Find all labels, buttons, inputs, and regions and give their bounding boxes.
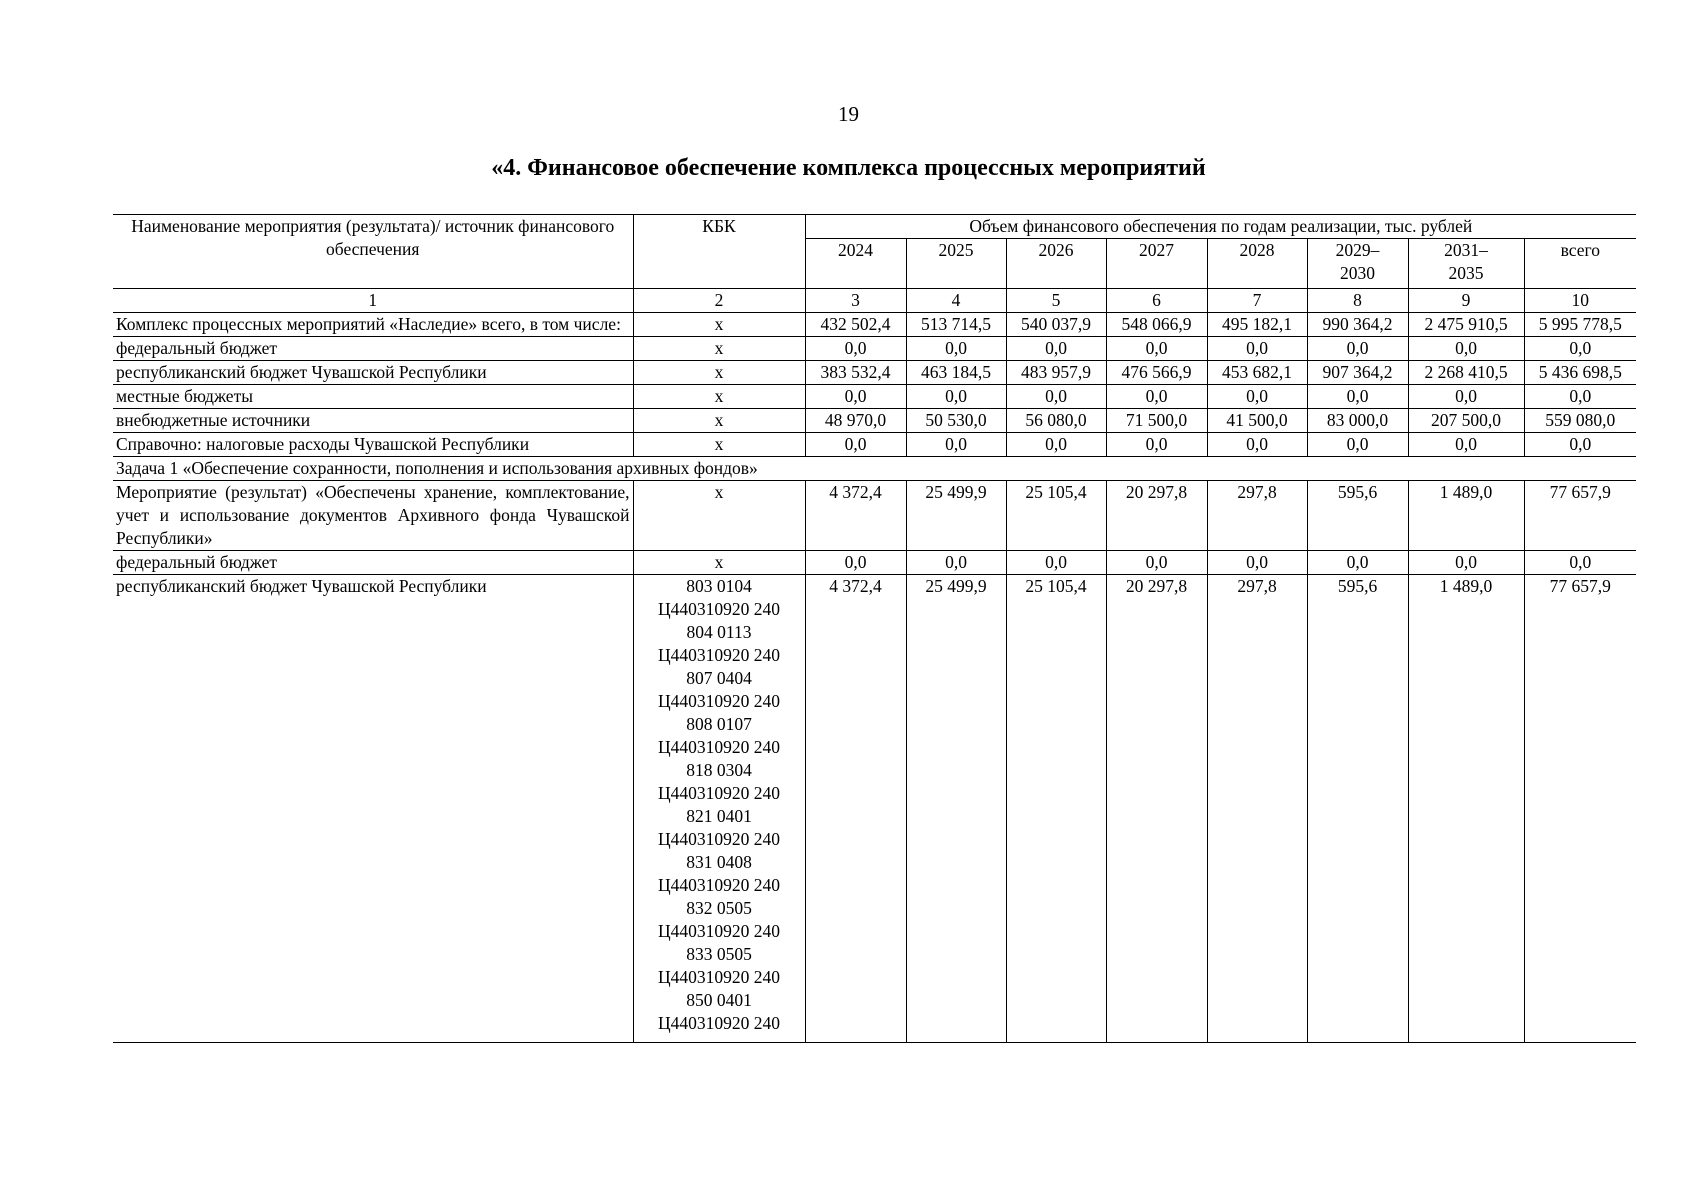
- row-value: 77 657,9: [1524, 481, 1636, 551]
- table-row: [113, 385, 1636, 409]
- row-value: 0,0: [805, 385, 906, 409]
- row-value: 463 184,5: [906, 361, 1006, 385]
- row-kbk: x: [633, 481, 805, 551]
- header-year: 2028: [1207, 239, 1307, 289]
- column-numbers-row: [113, 289, 1636, 313]
- row-value: 0,0: [1006, 551, 1106, 575]
- row-value: 0,0: [1006, 433, 1106, 457]
- row-value: 0,0: [1307, 433, 1408, 457]
- row-value: 297,8: [1207, 481, 1307, 551]
- row-value: 0,0: [906, 385, 1006, 409]
- kbk-code: Ц440310920 240: [657, 599, 780, 619]
- row-value: 513 714,5: [906, 313, 1006, 337]
- row-value: 20 297,8: [1106, 575, 1207, 1043]
- row-name: Справочно: налоговые расходы Чувашской Республики: [113, 433, 633, 457]
- activity-rows: [113, 481, 1636, 575]
- row-value: 559 080,0: [1524, 409, 1636, 433]
- task-row: [113, 457, 1636, 481]
- column-number: 10: [1524, 289, 1636, 313]
- row-value: 0,0: [1307, 337, 1408, 361]
- column-number: 4: [906, 289, 1006, 313]
- row-value: 453 682,1: [1207, 361, 1307, 385]
- row-value: 0,0: [906, 433, 1006, 457]
- kbk-code: Ц440310920 240: [657, 1013, 780, 1033]
- header-name-col: Наименование мероприятия (результата)/ источник финансового обеспечения: [113, 215, 633, 289]
- header-row: [113, 215, 1636, 239]
- table-row: [113, 409, 1636, 433]
- kbk-list: [633, 575, 805, 1043]
- row-value: 383 532,4: [805, 361, 906, 385]
- table-row: [113, 481, 1636, 551]
- row-value: 0,0: [1106, 385, 1207, 409]
- row-value: 50 530,0: [906, 409, 1006, 433]
- row-name: местные бюджеты: [113, 385, 633, 409]
- row-value: 432 502,4: [805, 313, 906, 337]
- row-value: 297,8: [1207, 575, 1307, 1043]
- row-value: 595,6: [1307, 575, 1408, 1043]
- kbk-code: Ц440310920 240: [657, 921, 780, 941]
- row-value: 48 970,0: [805, 409, 906, 433]
- row-kbk: x: [633, 313, 805, 337]
- row-value: 25 499,9: [906, 481, 1006, 551]
- kbk-code: 833 0505: [686, 944, 752, 964]
- row-value: 0,0: [1408, 385, 1524, 409]
- kbk-code: 803 0104: [686, 576, 752, 596]
- row-value: 0,0: [1307, 551, 1408, 575]
- row-value: 2 268 410,5: [1408, 361, 1524, 385]
- row-value: 25 105,4: [1006, 575, 1106, 1043]
- kbk-code: Ц440310920 240: [657, 829, 780, 849]
- kbk-code: 818 0304: [686, 760, 752, 780]
- header-year: 2027: [1106, 239, 1207, 289]
- header-year: 2026: [1006, 239, 1106, 289]
- row-kbk: x: [633, 337, 805, 361]
- row-value: 0,0: [1106, 337, 1207, 361]
- row-value: 2 475 910,5: [1408, 313, 1524, 337]
- row-value: 0,0: [1207, 385, 1307, 409]
- row-kbk: x: [633, 409, 805, 433]
- row-value: 0,0: [1307, 385, 1408, 409]
- header-year: 2025: [906, 239, 1006, 289]
- kbk-code: 831 0408: [686, 852, 752, 872]
- row-kbk: x: [633, 361, 805, 385]
- row-kbk: x: [633, 385, 805, 409]
- kbk-code: Ц440310920 240: [657, 645, 780, 665]
- row-value: 0,0: [1006, 337, 1106, 361]
- row-value: 1 489,0: [1408, 481, 1524, 551]
- row-value: 5 436 698,5: [1524, 361, 1636, 385]
- row-name: федеральный бюджет: [113, 337, 633, 361]
- row-name: республиканский бюджет Чувашской Республики: [113, 575, 633, 1043]
- row-value: 595,6: [1307, 481, 1408, 551]
- row-value: 476 566,9: [1106, 361, 1207, 385]
- row-value: 0,0: [906, 337, 1006, 361]
- row-value: 1 489,0: [1408, 575, 1524, 1043]
- table-row: [113, 433, 1636, 457]
- table-row: [113, 361, 1636, 385]
- row-value: 0,0: [1408, 551, 1524, 575]
- header-kbk-col: КБК: [633, 215, 805, 289]
- kbk-code: 808 0107: [686, 714, 752, 734]
- row-value: 4 372,4: [805, 481, 906, 551]
- kbk-code: Ц440310920 240: [657, 783, 780, 803]
- table-row: [113, 313, 1636, 337]
- row-value: 495 182,1: [1207, 313, 1307, 337]
- header-year: 2024: [805, 239, 906, 289]
- column-number: 6: [1106, 289, 1207, 313]
- financing-table: [113, 214, 1636, 1043]
- row-value: 0,0: [1006, 385, 1106, 409]
- row-value: 0,0: [1207, 551, 1307, 575]
- row-name: Комплекс процессных мероприятий «Наследие» всего, в том числе:: [113, 313, 633, 337]
- column-number: 7: [1207, 289, 1307, 313]
- kbk-code: Ц440310920 240: [657, 691, 780, 711]
- kbk-code: 804 0113: [686, 622, 752, 642]
- header-year: 2029– 2030: [1307, 239, 1408, 289]
- row-value: 548 066,9: [1106, 313, 1207, 337]
- row-value: 20 297,8: [1106, 481, 1207, 551]
- column-number: 3: [805, 289, 906, 313]
- task-title: Задача 1 «Обеспечение сохранности, пополнения и использования архивных фондов»: [113, 457, 1636, 481]
- kbk-code: Ц440310920 240: [657, 967, 780, 987]
- kbk-code: 850 0401: [686, 990, 752, 1010]
- row-value: 0,0: [1524, 337, 1636, 361]
- row-value: 0,0: [1106, 551, 1207, 575]
- row-kbk: x: [633, 551, 805, 575]
- table-row: [113, 575, 1636, 1043]
- column-number: 5: [1006, 289, 1106, 313]
- column-number: 1: [113, 289, 633, 313]
- row-value: 71 500,0: [1106, 409, 1207, 433]
- row-value: 0,0: [1524, 385, 1636, 409]
- row-value: 0,0: [1408, 337, 1524, 361]
- page-number: 19: [838, 102, 859, 126]
- row-value: 0,0: [805, 433, 906, 457]
- row-value: 483 957,9: [1006, 361, 1106, 385]
- column-number: 8: [1307, 289, 1408, 313]
- kbk-code: Ц440310920 240: [657, 875, 780, 895]
- table-row: [113, 337, 1636, 361]
- row-name: Мероприятие (результат) «Обеспечены хранение, комплектование, учет и использование документов Архивного фонда Чувашской Республики»: [113, 481, 633, 551]
- kbk-code: Ц440310920 240: [657, 737, 780, 757]
- column-number: 9: [1408, 289, 1524, 313]
- row-value: 41 500,0: [1207, 409, 1307, 433]
- row-name: федеральный бюджет: [113, 551, 633, 575]
- row-value: 83 000,0: [1307, 409, 1408, 433]
- row-value: 0,0: [805, 551, 906, 575]
- row-value: 207 500,0: [1408, 409, 1524, 433]
- kbk-code: 832 0505: [686, 898, 752, 918]
- row-value: 56 080,0: [1006, 409, 1106, 433]
- header-total: всего: [1524, 239, 1636, 289]
- row-value: 0,0: [906, 551, 1006, 575]
- summary-rows: [113, 313, 1636, 457]
- kbk-code: 807 0404: [686, 668, 752, 688]
- row-value: 990 364,2: [1307, 313, 1408, 337]
- row-value: 0,0: [1408, 433, 1524, 457]
- row-value: 0,0: [1207, 433, 1307, 457]
- row-value: 0,0: [1207, 337, 1307, 361]
- kbk-code: 821 0401: [686, 806, 752, 826]
- row-value: 77 657,9: [1524, 575, 1636, 1043]
- row-name: внебюджетные источники: [113, 409, 633, 433]
- row-value: 0,0: [805, 337, 906, 361]
- row-value: 25 105,4: [1006, 481, 1106, 551]
- table-row: [113, 551, 1636, 575]
- row-value: 4 372,4: [805, 575, 906, 1043]
- row-value: 540 037,9: [1006, 313, 1106, 337]
- row-value: 907 364,2: [1307, 361, 1408, 385]
- row-value: 0,0: [1106, 433, 1207, 457]
- row-value: 5 995 778,5: [1524, 313, 1636, 337]
- row-kbk: x: [633, 433, 805, 457]
- document-title: «4. Финансовое обеспечение комплекса процессных мероприятий: [491, 155, 1206, 181]
- header-year: 2031– 2035: [1408, 239, 1524, 289]
- row-name: республиканский бюджет Чувашской Республики: [113, 361, 633, 385]
- row-value: 0,0: [1524, 433, 1636, 457]
- row-value: 0,0: [1524, 551, 1636, 575]
- row-value: 25 499,9: [906, 575, 1006, 1043]
- column-number: 2: [633, 289, 805, 313]
- header-volume-col: Объем финансового обеспечения по годам реализации, тыс. рублей: [805, 215, 1636, 239]
